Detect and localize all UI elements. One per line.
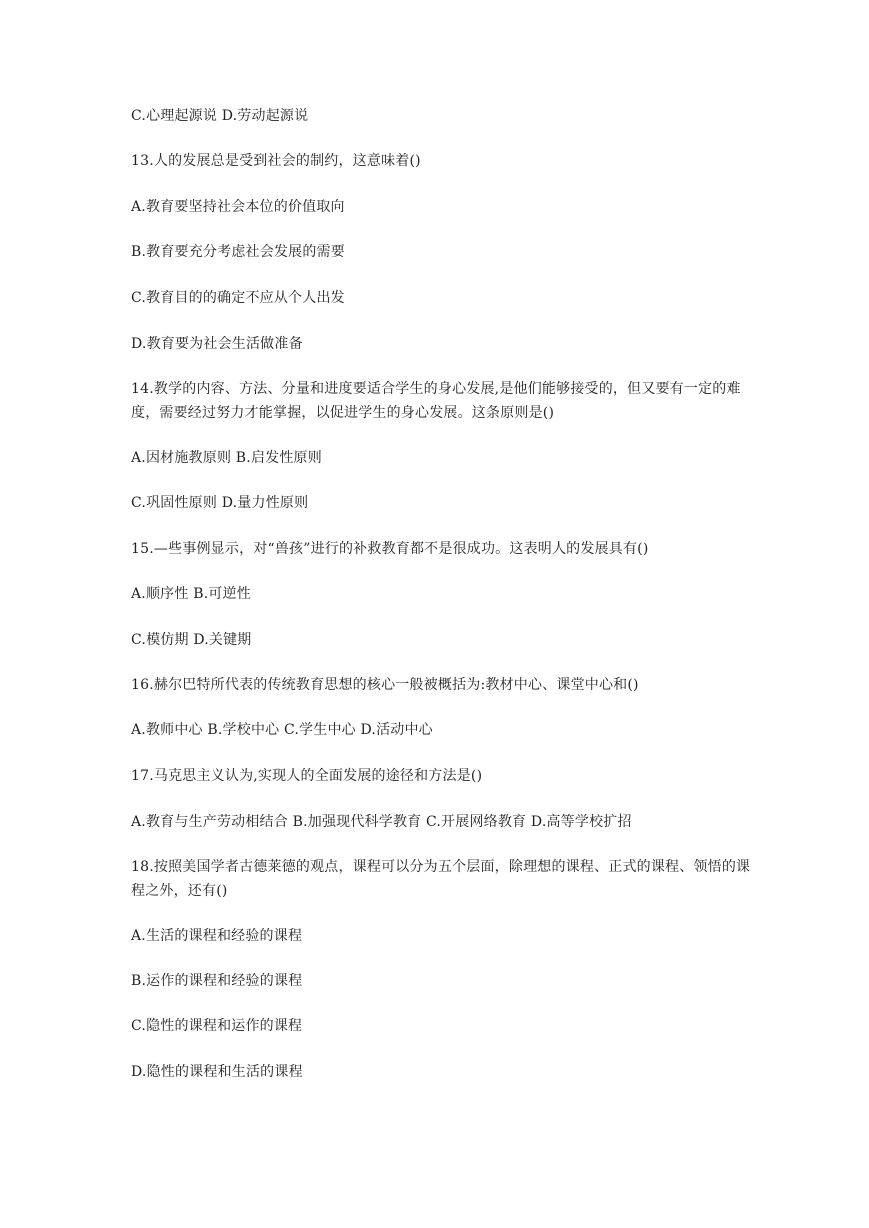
- option-line-q12-cd: C.心理起源说 D.劳动起源说: [131, 108, 309, 124]
- option-line-14-cd: C.巩固性原则 D.量力性原则: [131, 495, 309, 511]
- question-13: 13.人的发展总是受到社会的制约，这意味着(): [131, 153, 421, 169]
- question-14: 14.教学的内容、方法、分量和进度要适合学生的身心发展,是他们能够接受的，但又要有一定的难度，需要经过努力才能掌握，以促进学生的身心发展。这条原则是(): [131, 381, 741, 421]
- option-18-b: B.运作的课程和经验的课程: [131, 973, 303, 989]
- option-line-17: A.教育与生产劳动相结合 B.加强现代科学教育 C.开展网络教育 D.高等学校扩招: [131, 814, 632, 830]
- option-line-16: A.教师中心 B.学校中心 C.学生中心 D.活动中心: [131, 722, 433, 738]
- question-18: 18.按照美国学者古德莱德的观点，课程可以分为五个层面，除理想的课程、正式的课程、领悟的课程之外，还有(): [131, 859, 751, 899]
- option-13-c: C.教育目的的确定不应从个人出发: [131, 290, 345, 306]
- option-line-15-ab: A.顺序性 B.可逆性: [131, 586, 251, 602]
- option-13-b: B.教育要充分考虑社会发展的需要: [131, 244, 345, 260]
- option-line-15-cd: C.模仿期 D.关键期: [131, 632, 252, 648]
- option-18-c: C.隐性的课程和运作的课程: [131, 1018, 303, 1034]
- question-15: 15.—些事例显示，对“兽孩”进行的补救教育都不是很成功。这表明人的发展具有(): [131, 541, 649, 557]
- option-line-14-ab: A.因材施教原则 B.启发性原则: [131, 450, 322, 466]
- option-13-d: D.教育要为社会生活做准备: [131, 336, 303, 352]
- question-17: 17.马克思主义认为,实现人的全面发展的途径和方法是(): [131, 768, 483, 784]
- option-18-a: A.生活的课程和经验的课程: [131, 928, 303, 944]
- option-13-a: A.教育要坚持社会本位的价值取向: [131, 199, 345, 215]
- option-18-d: D.隐性的课程和生活的课程: [131, 1064, 303, 1080]
- question-16: 16.赫尔巴特所代表的传统教育思想的核心一般被概括为:教材中心、课堂中心和(): [131, 677, 639, 693]
